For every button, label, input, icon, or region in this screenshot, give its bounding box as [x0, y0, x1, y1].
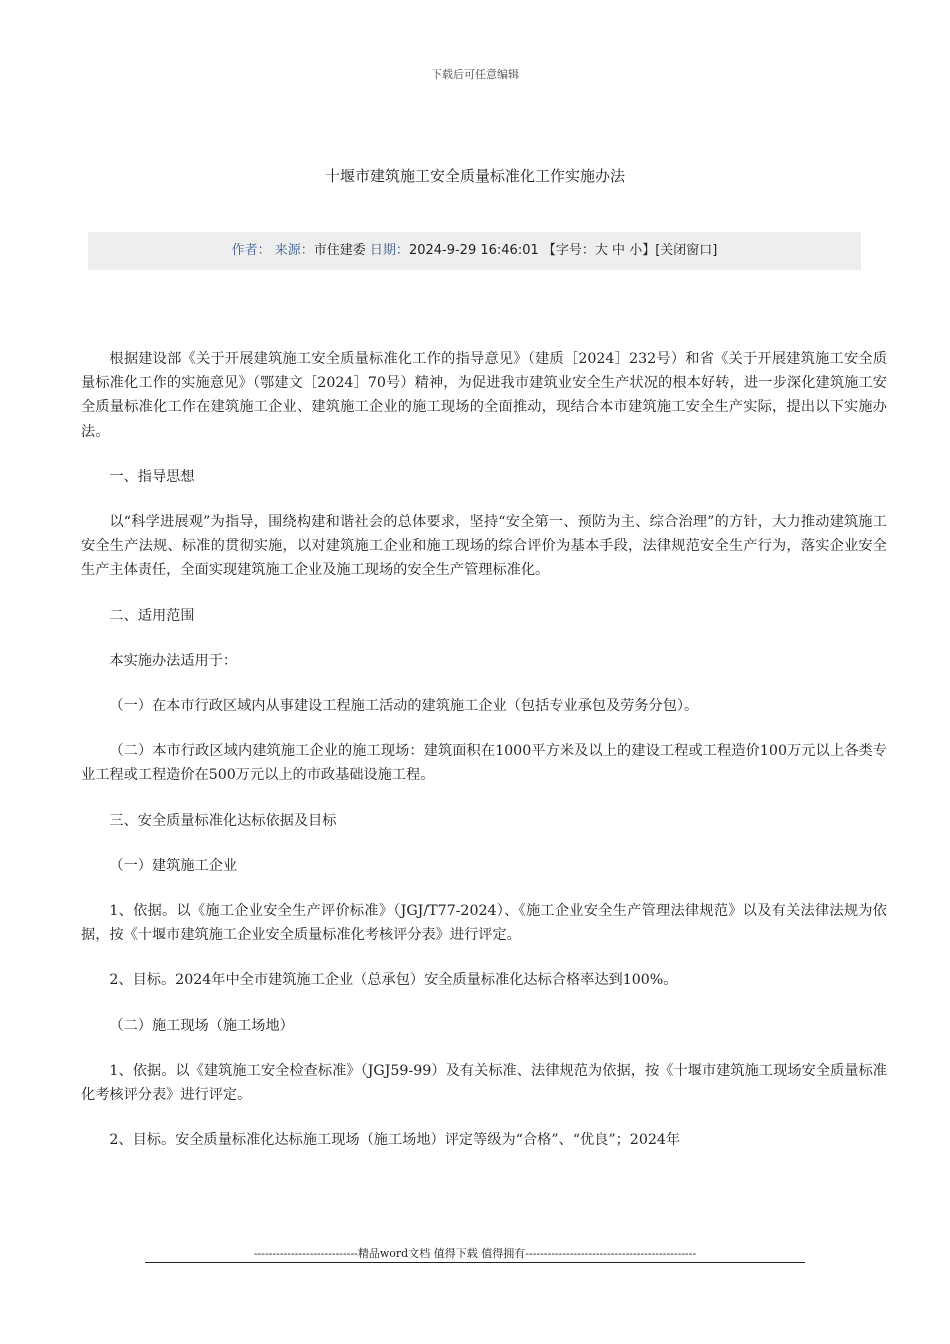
subsection-heading-enterprises: （一）建筑施工企业 — [109, 857, 238, 874]
author-label: 作者： — [231, 243, 271, 258]
section-heading-scope: 二、适用范围 — [109, 607, 195, 624]
paragraph-enterprise-basis: 1、依据。以《施工企业安全生产评价标准》（JGJ/T77-2024）、《施工企业安全生产管理法律规范》以及有关法律法规为依据，按《十堰市建筑施工企业安全质量标准化考核评分表》进行评定。 — [81, 903, 887, 944]
paragraph-scope-intro: 本实施办法适用于： — [109, 652, 238, 669]
paragraph-site-target: 2、目标。安全质量标准化达标施工现场（施工场地）评定等级为“合格”、“优良”；2024年 — [109, 1132, 681, 1149]
date-label: 日期： — [369, 243, 409, 258]
footer-note: ----------------------------精品word文档 值得下载 值得拥有---------------------------------------------- — [253, 1247, 697, 1260]
paragraph-site-basis: 1、依据。以《建筑施工安全检查标准》（JGJ59-99）及有关标准、法律规范为依据，按《十堰市建筑施工现场安全质量标准化考核评分表》进行评定。 — [81, 1062, 887, 1104]
font-size-close: 】 — [642, 243, 656, 258]
section-heading-guiding-ideology: 一、指导思想 — [109, 468, 195, 485]
page-title: 十堰市建筑施工安全质量标准化工作实施办法 — [324, 167, 625, 185]
date-value: 2024-9-29 16:46:01 — [408, 243, 539, 258]
paragraph-scope-item-2: （二）本市行政区域内建筑施工企业的施工现场：建筑面积在1000平方米及以上的建设工程或工程造价100万元以上各类专业工程或工程造价在500万元以上的市政基础设施工程。 — [81, 743, 887, 784]
paragraph-guiding-ideology: 以“科学进展观”为指导，围绕构建和谐社会的总体要求，坚持“安全第一、预防为主、综合治理”的方针，大力推动建筑施工安全生产法规、标准的贯彻实施，以对建筑施工企业和施工现场的综合评价为基本手段，法律规范安全生产行为，落实企业安全生产主体责任，全面实现建筑施工企业及施工现场的安全生产管理标准化。 — [81, 514, 887, 579]
section-heading-standards: 三、安全质量标准化达标依据及目标 — [109, 812, 337, 829]
source-value: 市住建委 — [313, 243, 366, 258]
font-size-large-link[interactable]: 大 — [594, 243, 608, 258]
paragraph-scope-item-1: （一）在本市行政区域内从事建设工程施工活动的建筑施工企业（包括专业承包及劳务分包）。 — [109, 698, 699, 715]
source-label: 来源： — [274, 243, 314, 258]
font-size-open: 【字号： — [542, 243, 595, 258]
header-note: 下载后可任意编辑 — [431, 68, 519, 81]
article-meta-bar — [88, 232, 861, 270]
paragraph-enterprise-target: 2、目标。2024年中全市建筑施工企业（总承包）安全质量标准化达标合格率达到100%。 — [109, 972, 678, 989]
close-window-link[interactable]: [关闭窗口] — [655, 243, 718, 258]
font-size-small-link[interactable]: 小 — [629, 243, 643, 258]
paragraph-intro: 根据建设部《关于开展建筑施工安全质量标准化工作的指导意见》（建质［2024］232号）和省《关于开展建筑施工安全质量标准化工作的实施意见》（鄂建文［2024］70号）精神，为促进我市建筑业安全生产状况的根本好转，进一步深化建筑施工安全质量标准化工作在建筑施工企业、建筑施工企业的施工现场的全面推动，现结合本市建筑施工安全生产实际，提出以下实施办法。 — [81, 351, 887, 440]
subsection-heading-sites: （二）施工现场（施工场地） — [109, 1017, 294, 1034]
footer-divider — [145, 1262, 805, 1263]
font-size-medium-link[interactable]: 中 — [612, 243, 626, 258]
article-body — [81, 347, 887, 1173]
